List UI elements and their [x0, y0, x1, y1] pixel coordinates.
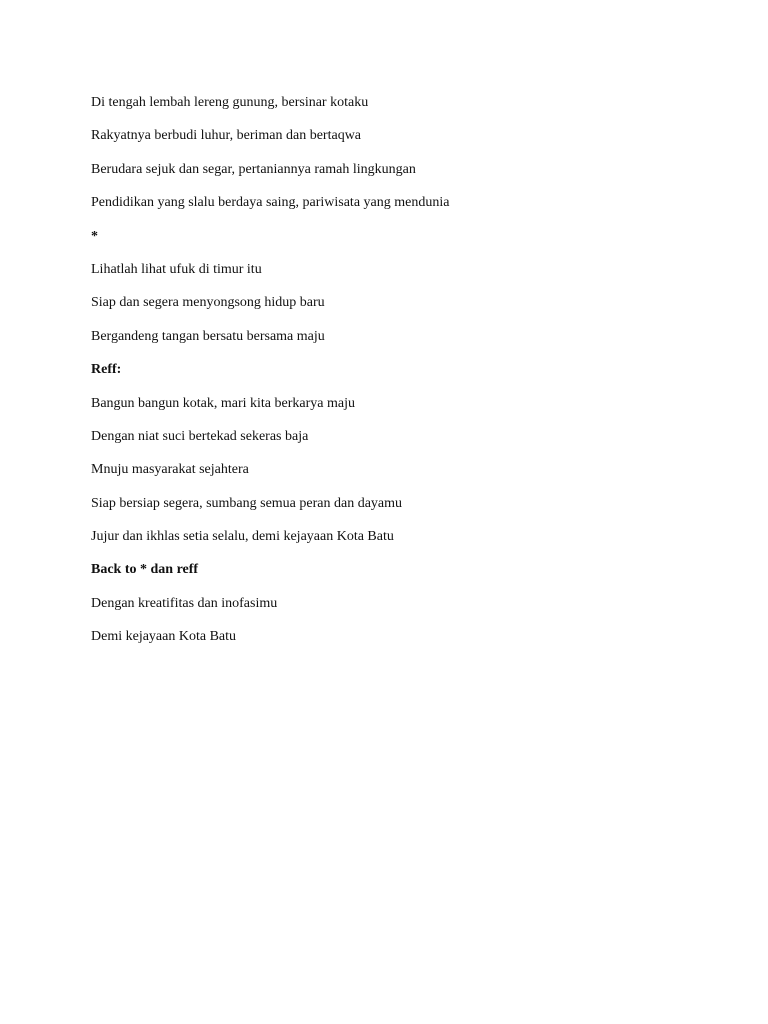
lyric-line: Siap bersiap segera, sumbang semua peran dan dayamu — [91, 495, 403, 511]
refrain-heading: Reff: — [91, 362, 122, 378]
lyric-line: Bergandeng tangan bersatu bersama maju — [91, 328, 325, 344]
lyric-line: Demi kejayaan Kota Batu — [91, 629, 237, 645]
lyric-line: Mnuju masyarakat sejahtera — [91, 462, 249, 478]
lyric-line: Dengan niat suci bertekad sekeras baja — [91, 428, 309, 444]
lyric-line: Di tengah lembah lereng gunung, bersinar kotaku — [91, 95, 369, 110]
lyric-line: Rakyatnya berbudi luhur, beriman dan bertaqwa — [91, 128, 362, 144]
lyric-line: Bangun bangun kotak, mari kita berkarya maju — [91, 395, 355, 411]
lyric-line: Berudara sejuk dan segar, pertaniannya ramah lingkungan — [91, 161, 416, 177]
lyric-line: Dengan kreatifitas dan inofasimu — [91, 595, 278, 611]
lyric-line: Pendidikan yang slalu berdaya saing, pariwisata yang mendunia — [91, 195, 450, 211]
section-marker: * — [91, 228, 98, 244]
repeat-instruction: Back to * dan reff — [91, 562, 199, 578]
lyrics-text-block — [91, 93, 731, 661]
lyric-line: Siap dan segera menyongsong hidup baru — [91, 295, 325, 311]
lyric-line: Jujur dan ikhlas setia selalu, demi kejayaan Kota Batu — [91, 529, 394, 545]
lyric-line: Lihatlah lihat ufuk di timur itu — [91, 261, 262, 277]
